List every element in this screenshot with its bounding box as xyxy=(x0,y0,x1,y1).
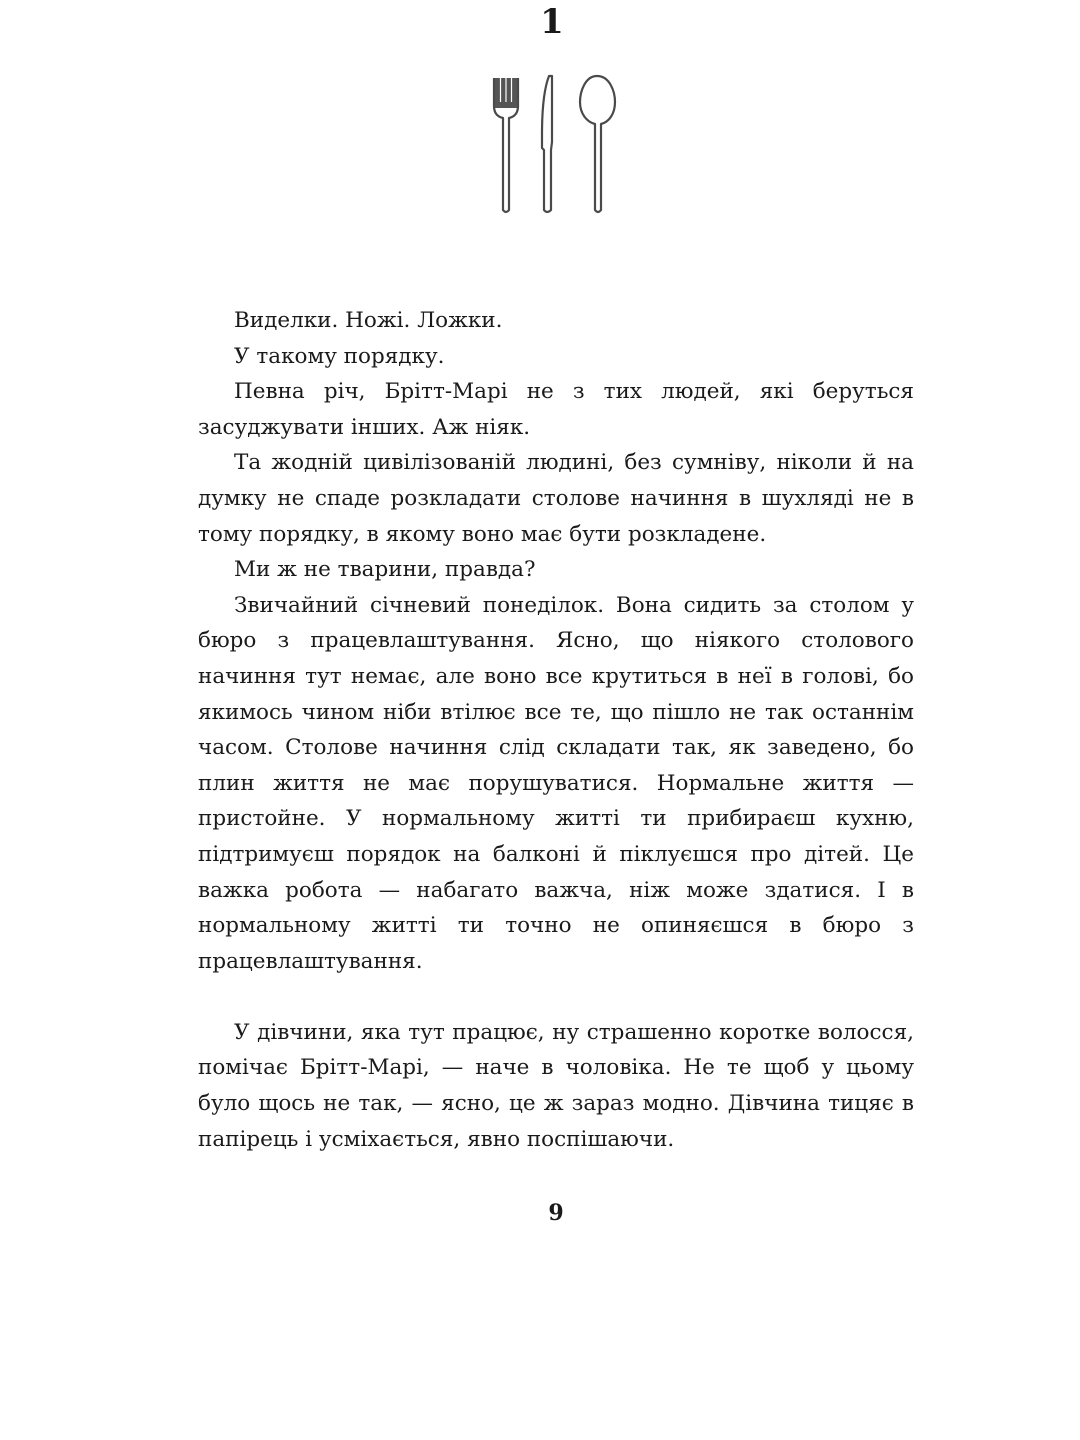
paragraph: Ми ж не тварини, правда? xyxy=(234,557,536,583)
fork-knife-spoon-icon xyxy=(488,72,620,218)
paragraph: Певна річ, Брітт-Марі не з тих людей, які беруться засуджувати інших. Аж ніяк. xyxy=(198,379,914,440)
paragraph: У такому порядку. xyxy=(234,343,445,369)
paragraph: Звичайний січневий понеділок. Вона сидить за столом у бюро з працевлаштування. Ясно, що ніякого столового начиння тут немає, але воно все крутиться в неї в голові, бо якимось чином ніби втілює все те, що пішло не так останнім часом. Столове начиння слід складати так, як заведено, бо плин життя не має порушуватися. Нормальне життя — пристойне. У нормальному житті ти прибираєш кухню, підтримуєш порядок на балконі й піклуєшся про дітей. Це важка робота — набагато важча, ніж може здатися. І в нормальному житті ти точно не опиняєшся в бюро з працевлаштування. xyxy=(198,592,914,974)
fork-icon xyxy=(494,78,518,212)
knife-icon xyxy=(542,76,552,212)
paragraph: Та жодній цивілізованій людині, без сумніву, ніколи й на думку не спаде розкладати столове начиння в шухляді не в тому порядку, в якому воно має бути розкладене. xyxy=(198,450,914,547)
body-text xyxy=(198,303,914,1157)
chapter-number: 1 xyxy=(540,2,564,42)
paragraph: У дівчини, яка тут працює, ну страшенно коротке волосся, помічає Брітт-Марі, — наче в чоловіка. Не те щоб у цьому було щось не так, — ясно, це ж зараз модно. Дівчина тицяє в папірець і усміхається, явно поспішаючи. xyxy=(198,1019,914,1152)
paragraph: Виделки. Ножі. Ложки. xyxy=(234,308,503,333)
page-number: 9 xyxy=(548,1200,564,1226)
spoon-icon xyxy=(580,76,615,212)
